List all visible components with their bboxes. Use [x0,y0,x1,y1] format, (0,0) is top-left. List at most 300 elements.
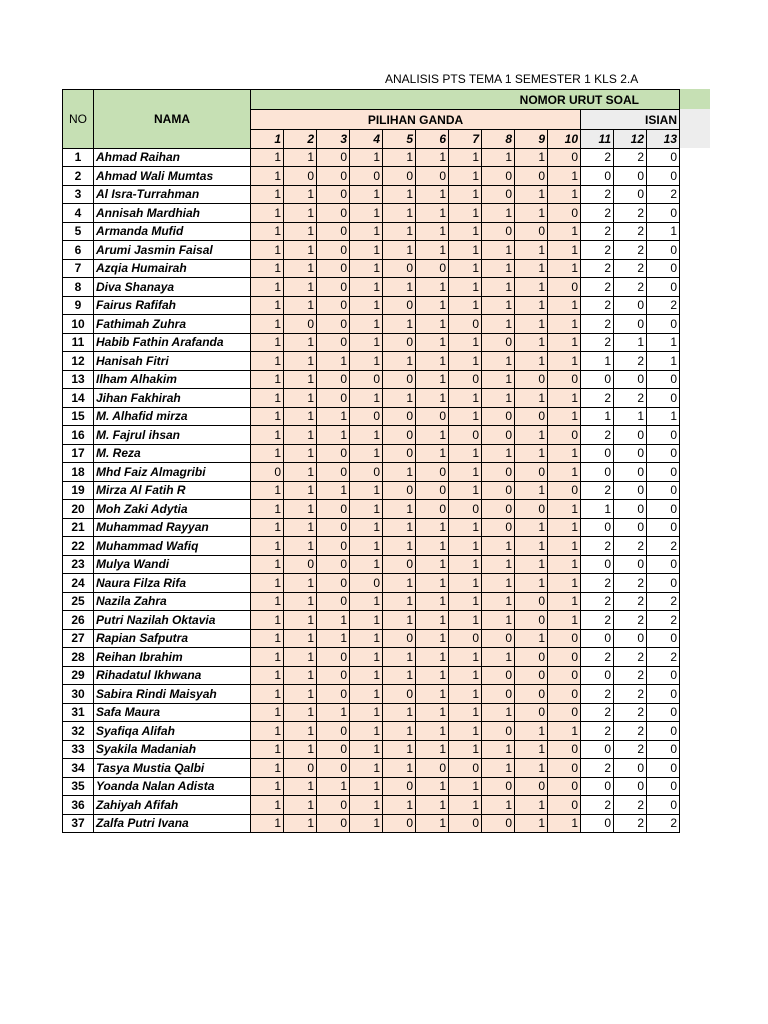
student-name: Tasya Mustia Qalbi [94,759,251,778]
score-cell-q1: 1 [251,574,284,593]
score-cell-q1: 1 [251,759,284,778]
score-cell-q9: 1 [515,352,548,371]
score-cell-q12: 0 [614,185,647,204]
score-cell-q3: 0 [317,759,350,778]
table-row [63,481,680,500]
score-cell-q6: 1 [416,740,449,759]
table-row [63,389,680,408]
score-cell-q6: 1 [416,629,449,648]
score-cell-q6: 1 [416,222,449,241]
score-cell-q9: 1 [515,296,548,315]
score-cell-q7: 1 [449,148,482,167]
score-cell-q6: 1 [416,648,449,667]
score-cell-q7: 0 [449,315,482,334]
score-cell-q5: 0 [383,444,416,463]
score-cell-q3: 0 [317,222,350,241]
score-cell-q1: 1 [251,796,284,815]
score-cell-q2: 1 [284,426,317,445]
score-cell-q8: 1 [482,648,515,667]
score-cell-q5: 1 [383,185,416,204]
score-cell-q4: 0 [350,574,383,593]
student-number: 22 [63,537,94,556]
student-number: 10 [63,315,94,334]
score-cell-q4: 1 [350,222,383,241]
score-cell-q5: 0 [383,777,416,796]
score-cell-q8: 0 [482,629,515,648]
student-name: Fairus Rafifah [94,296,251,315]
score-cell-q13: 0 [647,204,680,223]
score-cell-q12: 2 [614,537,647,556]
table-row [63,740,680,759]
score-cell-q11: 2 [581,148,614,167]
score-cell-q1: 1 [251,185,284,204]
score-cell-q6: 0 [416,759,449,778]
score-cell-q4: 1 [350,500,383,519]
score-cell-q5: 0 [383,296,416,315]
score-cell-q1: 1 [251,611,284,630]
score-cell-q8: 1 [482,537,515,556]
table-row [63,148,680,167]
sheet-title: ANALISIS PTS TEMA 1 SEMESTER 1 KLS 2.A [385,72,639,86]
score-cell-q3: 1 [317,611,350,630]
question-number-6: 6 [416,130,449,149]
score-cell-q8: 0 [482,407,515,426]
score-cell-q5: 1 [383,389,416,408]
score-cell-q6: 1 [416,296,449,315]
score-cell-q3: 0 [317,666,350,685]
score-cell-q4: 1 [350,352,383,371]
score-cell-q2: 1 [284,148,317,167]
score-cell-q5: 1 [383,796,416,815]
table-row [63,204,680,223]
score-cell-q8: 1 [482,574,515,593]
score-cell-q8: 1 [482,444,515,463]
table-row [63,518,680,537]
score-cell-q8: 1 [482,555,515,574]
score-cell-q1: 1 [251,685,284,704]
question-number-9: 9 [515,130,548,149]
score-cell-q5: 1 [383,759,416,778]
score-cell-q1: 1 [251,555,284,574]
score-cell-q12: 2 [614,241,647,260]
table-row [63,611,680,630]
score-cell-q11: 2 [581,537,614,556]
score-cell-q13: 0 [647,629,680,648]
score-cell-q4: 1 [350,185,383,204]
score-cell-q6: 1 [416,777,449,796]
score-cell-q4: 0 [350,370,383,389]
table-row [63,444,680,463]
score-cell-q9: 0 [515,648,548,667]
score-cell-q2: 1 [284,777,317,796]
question-number-11: 11 [581,130,614,149]
table-row [63,537,680,556]
score-cell-q10: 0 [548,685,581,704]
student-number: 17 [63,444,94,463]
score-cell-q5: 1 [383,315,416,334]
table-row [63,222,680,241]
table-row [63,648,680,667]
student-name: M. Alhafid mirza [94,407,251,426]
question-number-12: 12 [614,130,647,149]
score-cell-q10: 0 [548,481,581,500]
score-cell-q10: 1 [548,241,581,260]
score-cell-q10: 0 [548,648,581,667]
score-cell-q1: 1 [251,777,284,796]
score-cell-q10: 1 [548,500,581,519]
score-cell-q10: 1 [548,333,581,352]
student-number: 4 [63,204,94,223]
score-cell-q2: 1 [284,648,317,667]
score-cell-q11: 0 [581,518,614,537]
score-cell-q13: 0 [647,389,680,408]
score-cell-q9: 1 [515,259,548,278]
score-cell-q2: 1 [284,278,317,297]
score-cell-q2: 1 [284,296,317,315]
score-cell-q5: 0 [383,629,416,648]
score-cell-q12: 0 [614,629,647,648]
score-cell-q7: 1 [449,685,482,704]
score-cell-q8: 0 [482,814,515,833]
score-cell-q3: 0 [317,389,350,408]
score-cell-q2: 1 [284,185,317,204]
nama-header: NAMA [94,90,251,149]
score-cell-q4: 1 [350,426,383,445]
score-cell-q5: 1 [383,611,416,630]
score-cell-q13: 1 [647,333,680,352]
score-cell-q3: 0 [317,241,350,260]
score-cell-q9: 0 [515,685,548,704]
score-cell-q10: 1 [548,555,581,574]
score-cell-q11: 1 [581,352,614,371]
score-cell-q4: 1 [350,148,383,167]
score-cell-q1: 1 [251,444,284,463]
score-cell-q10: 1 [548,222,581,241]
score-cell-q2: 1 [284,666,317,685]
score-cell-q13: 0 [647,241,680,260]
score-cell-q3: 1 [317,426,350,445]
score-cell-q3: 0 [317,333,350,352]
score-cell-q8: 1 [482,148,515,167]
score-cell-q11: 2 [581,426,614,445]
question-number-10: 10 [548,130,581,149]
table-row [63,814,680,833]
score-cell-q8: 1 [482,759,515,778]
score-cell-q2: 1 [284,333,317,352]
score-cell-q12: 0 [614,759,647,778]
score-cell-q8: 0 [482,167,515,186]
score-cell-q6: 1 [416,333,449,352]
score-cell-q6: 1 [416,241,449,260]
score-cell-q6: 1 [416,518,449,537]
score-cell-q9: 0 [515,777,548,796]
isian-header: ISIAN [581,110,680,130]
score-cell-q10: 1 [548,389,581,408]
score-cell-q6: 1 [416,796,449,815]
score-cell-q2: 1 [284,481,317,500]
score-cell-q2: 0 [284,167,317,186]
score-cell-q10: 1 [548,407,581,426]
score-cell-q4: 1 [350,296,383,315]
score-cell-q13: 0 [647,703,680,722]
score-cell-q1: 1 [251,204,284,223]
score-cell-q8: 1 [482,703,515,722]
score-cell-q1: 1 [251,407,284,426]
score-cell-q7: 1 [449,777,482,796]
student-name: Zalfa Putri Ivana [94,814,251,833]
score-cell-q13: 0 [647,740,680,759]
score-cell-q13: 0 [647,148,680,167]
score-cell-q8: 1 [482,796,515,815]
score-cell-q3: 1 [317,629,350,648]
student-number: 35 [63,777,94,796]
student-number: 23 [63,555,94,574]
score-cell-q8: 0 [482,481,515,500]
score-cell-q13: 2 [647,814,680,833]
table-row [63,370,680,389]
student-name: Putri Nazilah Oktavia [94,611,251,630]
table-row [63,278,680,297]
score-cell-q10: 1 [548,537,581,556]
score-cell-q1: 1 [251,481,284,500]
student-number: 7 [63,259,94,278]
student-name: Nazila Zahra [94,592,251,611]
score-cell-q1: 1 [251,296,284,315]
table-row [63,259,680,278]
score-cell-q4: 1 [350,629,383,648]
score-cell-q10: 0 [548,370,581,389]
table-row [63,796,680,815]
score-cell-q1: 1 [251,259,284,278]
score-cell-q7: 0 [449,370,482,389]
score-cell-q5: 1 [383,703,416,722]
score-cell-q3: 0 [317,167,350,186]
score-cell-q2: 1 [284,370,317,389]
score-cell-q6: 0 [416,259,449,278]
question-number-13: 13 [647,130,680,149]
score-cell-q4: 1 [350,703,383,722]
score-cell-q6: 0 [416,167,449,186]
score-cell-q10: 0 [548,740,581,759]
student-number: 24 [63,574,94,593]
student-name: Rapian Safputra [94,629,251,648]
score-cell-q11: 2 [581,296,614,315]
student-name: Muhammad Wafiq [94,537,251,556]
student-name: Fathimah Zuhra [94,315,251,334]
student-number: 1 [63,148,94,167]
student-name: Ahmad Raihan [94,148,251,167]
score-cell-q4: 1 [350,722,383,741]
score-cell-q4: 1 [350,204,383,223]
score-cell-q7: 1 [449,352,482,371]
score-cell-q1: 1 [251,333,284,352]
score-cell-q10: 1 [548,814,581,833]
score-cell-q2: 1 [284,259,317,278]
score-cell-q5: 1 [383,500,416,519]
score-cell-q2: 1 [284,204,317,223]
score-cell-q12: 2 [614,796,647,815]
score-cell-q10: 1 [548,167,581,186]
score-cell-q6: 1 [416,722,449,741]
table-row [63,407,680,426]
student-number: 34 [63,759,94,778]
score-cell-q13: 0 [647,370,680,389]
student-number: 36 [63,796,94,815]
score-cell-q12: 2 [614,204,647,223]
table-row [63,777,680,796]
student-number: 19 [63,481,94,500]
score-cell-q12: 2 [614,222,647,241]
score-cell-q3: 1 [317,777,350,796]
score-cell-q7: 1 [449,389,482,408]
score-cell-q3: 0 [317,185,350,204]
score-cell-q9: 1 [515,389,548,408]
student-number: 29 [63,666,94,685]
score-cell-q13: 0 [647,722,680,741]
score-cell-q6: 1 [416,278,449,297]
score-cell-q4: 1 [350,518,383,537]
score-cell-q9: 0 [515,611,548,630]
score-cell-q9: 0 [515,703,548,722]
student-number: 13 [63,370,94,389]
score-cell-q2: 1 [284,703,317,722]
score-cell-q5: 0 [383,685,416,704]
score-cell-q9: 0 [515,666,548,685]
score-cell-q12: 2 [614,592,647,611]
score-cell-q13: 0 [647,759,680,778]
header-fill-gray [676,109,710,148]
score-cell-q13: 2 [647,592,680,611]
score-cell-q7: 1 [449,648,482,667]
score-cell-q11: 2 [581,315,614,334]
score-cell-q1: 1 [251,592,284,611]
score-cell-q6: 1 [416,370,449,389]
score-cell-q13: 1 [647,222,680,241]
score-cell-q8: 1 [482,315,515,334]
score-cell-q1: 1 [251,352,284,371]
student-number: 37 [63,814,94,833]
question-number-5: 5 [383,130,416,149]
student-number: 16 [63,426,94,445]
score-cell-q11: 0 [581,167,614,186]
score-cell-q4: 0 [350,463,383,482]
table-row [63,463,680,482]
score-cell-q6: 1 [416,389,449,408]
question-number-4: 4 [350,130,383,149]
table-row [63,666,680,685]
score-cell-q7: 1 [449,444,482,463]
score-cell-q4: 1 [350,481,383,500]
student-rows [63,148,680,833]
score-cell-q4: 1 [350,777,383,796]
score-cell-q13: 0 [647,777,680,796]
score-cell-q12: 2 [614,814,647,833]
score-cell-q13: 0 [647,666,680,685]
score-cell-q12: 0 [614,315,647,334]
student-number: 15 [63,407,94,426]
score-cell-q9: 1 [515,796,548,815]
score-cell-q10: 0 [548,703,581,722]
score-cell-q9: 0 [515,407,548,426]
score-cell-q6: 1 [416,611,449,630]
score-cell-q10: 1 [548,315,581,334]
score-cell-q7: 0 [449,759,482,778]
score-cell-q11: 2 [581,204,614,223]
question-number-3: 3 [317,130,350,149]
score-cell-q1: 1 [251,722,284,741]
score-cell-q5: 1 [383,722,416,741]
table-row [63,759,680,778]
score-cell-q8: 1 [482,389,515,408]
score-cell-q7: 1 [449,740,482,759]
score-cell-q3: 0 [317,463,350,482]
score-cell-q6: 1 [416,574,449,593]
student-number: 9 [63,296,94,315]
score-cell-q11: 0 [581,777,614,796]
score-cell-q2: 1 [284,611,317,630]
student-number: 20 [63,500,94,519]
student-name: Arumi Jasmin Faisal [94,241,251,260]
score-cell-q11: 2 [581,592,614,611]
score-cell-q12: 0 [614,296,647,315]
score-cell-q8: 0 [482,426,515,445]
score-cell-q7: 1 [449,592,482,611]
student-number: 25 [63,592,94,611]
student-number: 33 [63,740,94,759]
score-cell-q2: 1 [284,518,317,537]
score-cell-q12: 2 [614,740,647,759]
score-cell-q11: 2 [581,481,614,500]
score-cell-q8: 0 [482,777,515,796]
score-cell-q3: 0 [317,500,350,519]
score-cell-q6: 0 [416,407,449,426]
score-cell-q11: 0 [581,463,614,482]
score-cell-q4: 1 [350,759,383,778]
score-cell-q1: 1 [251,167,284,186]
score-cell-q12: 0 [614,463,647,482]
score-cell-q7: 1 [449,167,482,186]
score-cell-q12: 0 [614,167,647,186]
score-cell-q6: 1 [416,592,449,611]
score-cell-q6: 1 [416,185,449,204]
score-cell-q2: 1 [284,389,317,408]
score-cell-q1: 1 [251,389,284,408]
score-cell-q2: 1 [284,537,317,556]
score-cell-q4: 1 [350,740,383,759]
score-cell-q10: 1 [548,574,581,593]
score-cell-q2: 0 [284,315,317,334]
score-cell-q11: 2 [581,222,614,241]
table-row [63,352,680,371]
score-cell-q3: 0 [317,444,350,463]
score-cell-q5: 1 [383,740,416,759]
score-cell-q7: 1 [449,222,482,241]
score-cell-q1: 1 [251,666,284,685]
score-cell-q7: 1 [449,555,482,574]
score-cell-q1: 1 [251,148,284,167]
student-name: Ilham Alhakim [94,370,251,389]
score-cell-q9: 1 [515,426,548,445]
score-cell-q5: 0 [383,370,416,389]
score-cell-q6: 0 [416,500,449,519]
score-cell-q13: 0 [647,315,680,334]
score-cell-q10: 1 [548,296,581,315]
student-number: 11 [63,333,94,352]
score-cell-q2: 1 [284,722,317,741]
question-number-8: 8 [482,130,515,149]
score-cell-q13: 0 [647,574,680,593]
score-cell-q1: 1 [251,703,284,722]
